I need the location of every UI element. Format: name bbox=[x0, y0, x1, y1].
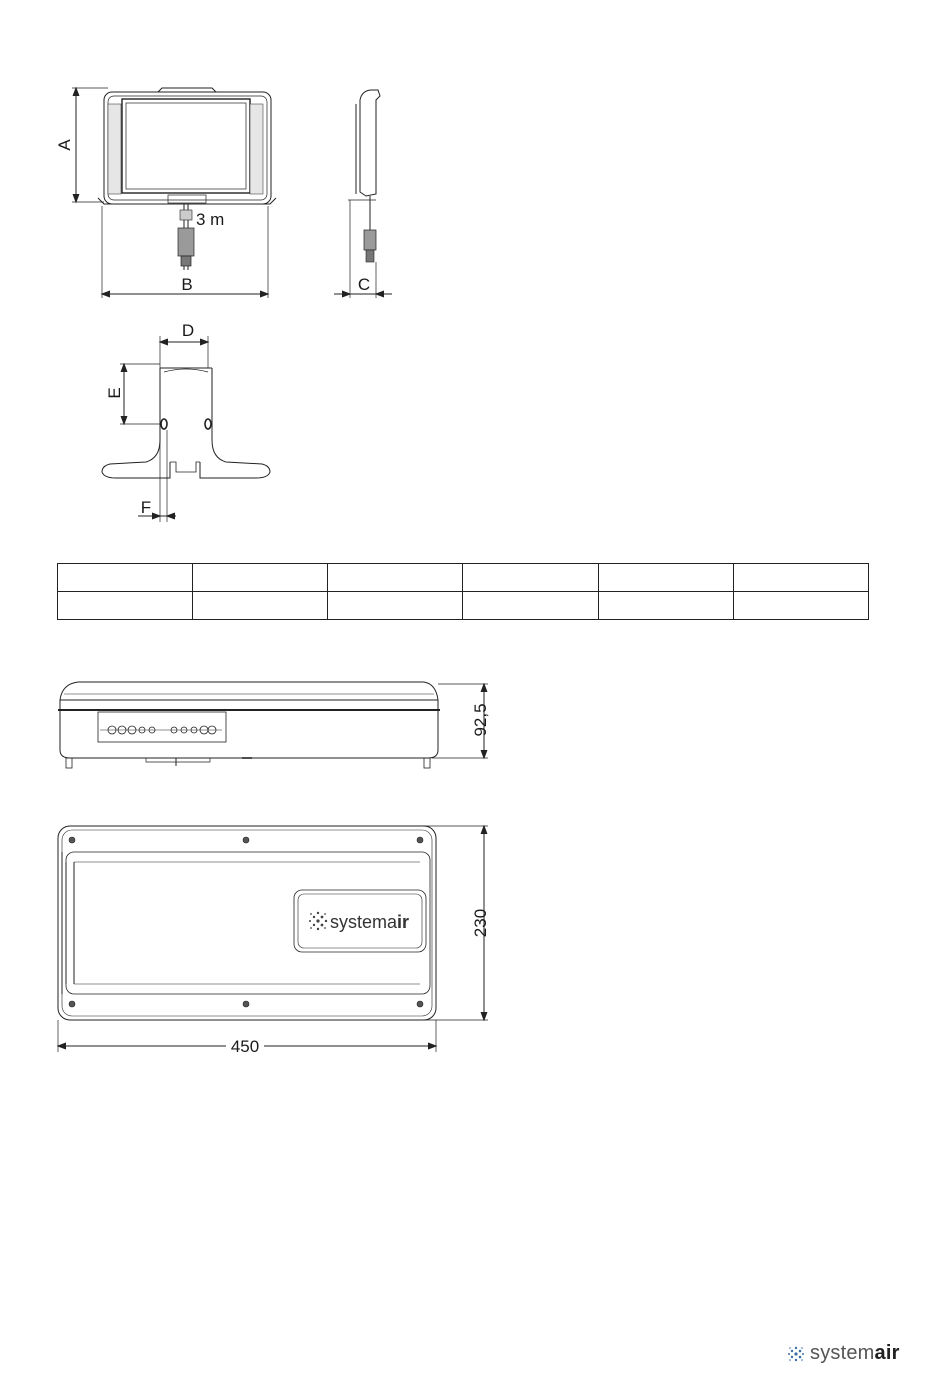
table-cell bbox=[598, 564, 733, 592]
unit-side-view bbox=[58, 682, 440, 768]
dimension-e bbox=[120, 364, 162, 424]
label-c: C bbox=[357, 275, 371, 294]
dimension-d bbox=[160, 336, 208, 368]
cable-length-label: 3 m bbox=[196, 210, 225, 229]
footer-wordmark bbox=[810, 1342, 900, 1365]
height-label-230: 230 bbox=[471, 908, 490, 938]
systemair-dot-sphere-icon bbox=[786, 1344, 806, 1364]
label-a: A bbox=[55, 139, 74, 151]
footer-logo-suffix: air bbox=[874, 1342, 900, 1364]
height-label-92-5: 92,5 bbox=[471, 703, 490, 737]
table-cell bbox=[463, 564, 598, 592]
table-cell bbox=[193, 592, 328, 620]
feet bbox=[66, 758, 430, 768]
panel-side-view bbox=[348, 90, 380, 262]
unit-logo bbox=[309, 912, 409, 932]
width-label-450: 450 bbox=[230, 1037, 260, 1056]
systemair-dot-sphere-icon bbox=[309, 912, 327, 930]
label-d: D bbox=[181, 321, 195, 340]
table-cell bbox=[58, 592, 193, 620]
table-cell bbox=[58, 564, 193, 592]
dimension-a bbox=[72, 88, 108, 202]
table-cell bbox=[733, 564, 868, 592]
footer-logo bbox=[786, 1342, 900, 1365]
label-e: E bbox=[105, 387, 124, 399]
dimension-table bbox=[57, 563, 869, 620]
panel-front-view bbox=[98, 88, 276, 270]
table-cell bbox=[598, 592, 733, 620]
label-f: F bbox=[140, 498, 152, 517]
svg-text:systemair bbox=[330, 912, 409, 932]
table-cell bbox=[328, 592, 463, 620]
table-cell bbox=[733, 592, 868, 620]
wall-bracket-view bbox=[102, 368, 270, 478]
unit-logo-suffix: ir bbox=[397, 912, 410, 932]
table-row bbox=[58, 564, 869, 592]
table-cell bbox=[463, 592, 598, 620]
table-row bbox=[58, 592, 869, 620]
unit-logo-prefix: systema bbox=[330, 912, 398, 932]
table-cell bbox=[193, 564, 328, 592]
label-b: B bbox=[181, 275, 193, 294]
footer-logo-prefix: system bbox=[810, 1342, 875, 1364]
table-cell bbox=[328, 564, 463, 592]
